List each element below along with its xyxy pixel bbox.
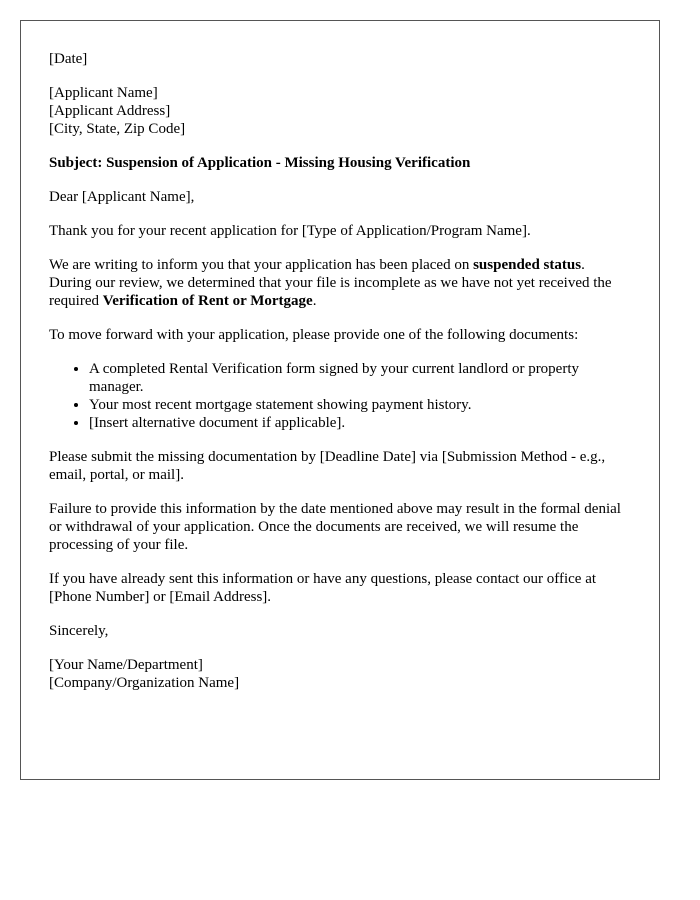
salutation: Dear [Applicant Name],: [49, 189, 195, 205]
signature-block: [49, 656, 631, 692]
list-item: • A completed Rental Verification form signed by your current landlord or property manager.: [89, 360, 631, 396]
list-item: • [Insert alternative document if applicable].: [89, 414, 631, 432]
status-text-2: . During our review, we determined that your file is incomplete as we have not yet received the required: [49, 257, 612, 309]
verification-emphasis: Verification of Rent or Mortgage: [102, 293, 313, 309]
recipient-name: [Applicant Name]: [49, 85, 158, 101]
signature-organization: [Company/Organization Name]: [49, 675, 240, 691]
list-item: • Your most recent mortgage statement showing payment history.: [89, 396, 631, 414]
recipient-block: [49, 84, 631, 138]
letter-subject: Subject: Suspension of Application - Missing Housing Verification: [49, 155, 471, 171]
consequence-paragraph: Failure to provide this information by the date mentioned above may result in the formal denial or withdrawal of your application. Once the documents are received, we will resume the processing of your file.: [49, 501, 621, 553]
deadline-paragraph: Please submit the missing documentation by [Deadline Date] via [Submission Method - e.g., email, portal, or mail].: [49, 449, 606, 483]
request-intro: To move forward with your application, please provide one of the following documents:: [49, 327, 579, 343]
status-text-1: We are writing to inform you that your application has been placed on: [49, 257, 474, 273]
document-list: [49, 360, 631, 432]
letter-page: [20, 20, 660, 780]
intro-paragraph: Thank you for your recent application for [Type of Application/Program Name].: [49, 223, 531, 239]
suspended-status-emphasis: suspended status: [473, 257, 582, 273]
letter-date: [Date]: [49, 51, 88, 67]
closing: Sincerely,: [49, 623, 109, 639]
recipient-address: [Applicant Address]: [49, 103, 171, 119]
status-text-3: .: [312, 293, 317, 309]
status-paragraph: [49, 256, 631, 310]
contact-paragraph: If you have already sent this information or have any questions, please contact our office at [Phone Number] or [Email Address].: [49, 571, 597, 605]
recipient-city-line: [City, State, Zip Code]: [49, 121, 186, 137]
signature-name: [Your Name/Department]: [49, 657, 203, 673]
